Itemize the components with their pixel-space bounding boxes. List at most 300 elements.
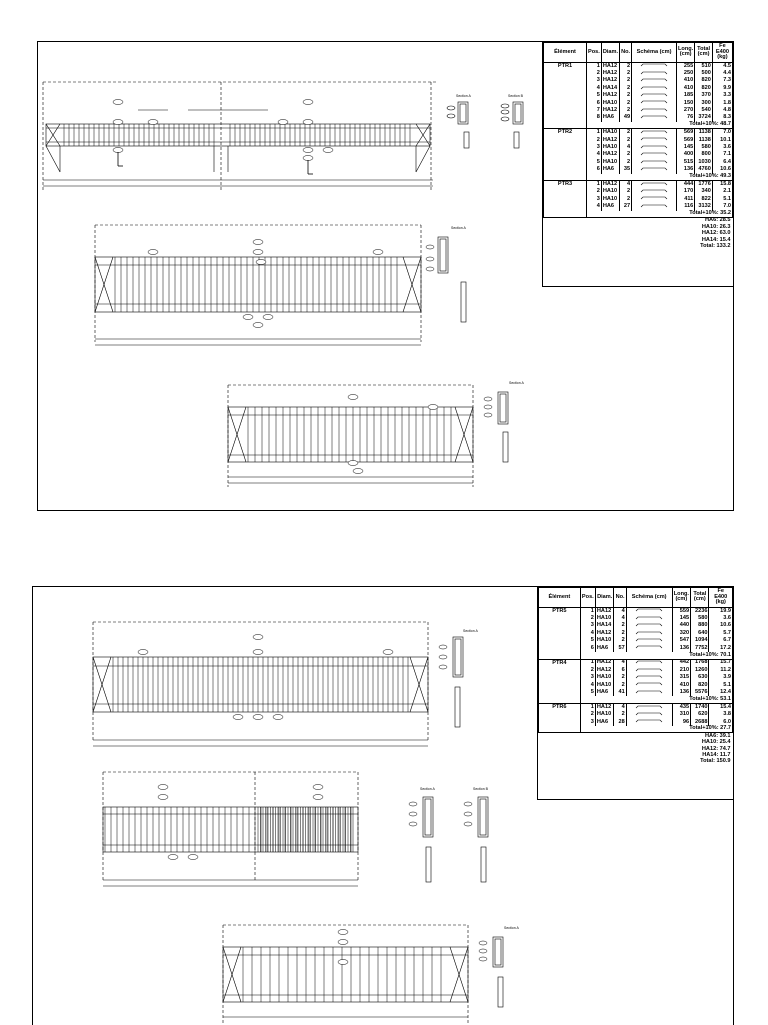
table-row — [544, 92, 733, 99]
schema-cell — [632, 137, 677, 144]
schema-cell — [632, 115, 677, 122]
kg-cell: 11.2 — [709, 667, 733, 674]
beam-drawing-ptr4 — [93, 752, 513, 897]
table-row — [544, 188, 733, 195]
bar-shape-icon — [640, 189, 668, 193]
element-cell — [539, 719, 581, 726]
no-cell: 2 — [620, 129, 632, 137]
total-cell: 822 — [695, 196, 713, 203]
summary-row — [544, 244, 733, 250]
schema-cell — [632, 62, 677, 70]
table-row — [539, 615, 733, 622]
long-cell: 444 — [677, 181, 695, 189]
element-cell — [539, 682, 581, 689]
long-cell: 255 — [677, 62, 695, 70]
summary-value: Total: 150.9 — [700, 758, 731, 765]
kg-cell: 2.1 — [712, 188, 732, 195]
kg-cell: 4.8 — [712, 107, 732, 114]
pos-cell: 4 — [587, 151, 602, 158]
bar-shape-icon — [640, 100, 668, 104]
group-total-row — [544, 122, 733, 129]
diam-cell: HA12 — [595, 703, 614, 711]
total-cell: 1260 — [691, 667, 709, 674]
schema-cell — [632, 107, 677, 114]
kg-cell: 3.8 — [709, 711, 733, 718]
total-cell: 580 — [691, 615, 709, 622]
element-cell — [544, 188, 587, 195]
col-kg: Fe E400 (kg) — [712, 43, 732, 63]
kg-cell: 3.6 — [712, 144, 732, 151]
table-row — [539, 711, 733, 718]
bar-shape-icon — [640, 108, 668, 112]
pos-cell: 5 — [587, 159, 602, 166]
long-cell: 145 — [672, 615, 691, 622]
long-cell: 210 — [672, 667, 691, 674]
schema-cell — [626, 623, 672, 630]
kg-cell: 5.7 — [709, 630, 733, 637]
long-cell: 569 — [677, 129, 695, 137]
table-row — [539, 674, 733, 681]
element-cell — [539, 645, 581, 652]
element-cell: PTR2 — [544, 129, 587, 137]
element-cell — [539, 696, 581, 703]
element-cell — [539, 667, 581, 674]
bar-shape-icon — [640, 152, 668, 156]
element-cell — [544, 85, 587, 92]
diam-cell: HA12 — [601, 62, 619, 70]
summary-value: HA10: 26.3 — [701, 223, 731, 230]
element-cell — [544, 115, 587, 122]
element-cell — [539, 689, 581, 696]
total-cell: 3724 — [695, 115, 713, 122]
schedule-table — [543, 42, 733, 250]
element-cell — [544, 144, 587, 151]
bar-shape-icon — [635, 608, 663, 612]
pos-cell: 2 — [580, 615, 595, 622]
diam-cell: HA12 — [601, 70, 619, 77]
summary-value: HA14: 11.7 — [702, 751, 731, 758]
long-cell: 136 — [672, 645, 691, 652]
pos-cell: 6 — [587, 100, 602, 107]
kg-cell: 9.9 — [712, 85, 732, 92]
pos-cell: 4 — [580, 630, 595, 637]
element-cell — [544, 92, 587, 99]
group-total: Total+10%: 35.2 — [587, 211, 733, 218]
long-cell: 410 — [672, 682, 691, 689]
total-cell: 820 — [691, 682, 709, 689]
diam-cell: HA10 — [601, 144, 619, 151]
bar-shape-icon — [635, 638, 663, 642]
kg-cell: 6.0 — [709, 719, 733, 726]
table-row — [544, 62, 733, 70]
pos-cell: 5 — [587, 92, 602, 99]
element-cell — [544, 174, 587, 181]
schema-cell — [626, 607, 672, 615]
col-kg: Fe E400 (kg) — [709, 588, 733, 608]
table-row — [544, 78, 733, 85]
long-cell: 170 — [677, 188, 695, 195]
summary-value: HA10: 25.4 — [701, 739, 731, 746]
kg-cell: 10.6 — [712, 166, 732, 173]
total-cell: 820 — [695, 78, 713, 85]
pos-cell: 4 — [587, 203, 602, 210]
section-a-label-6: Section A — [504, 926, 519, 930]
no-cell: 2 — [620, 62, 632, 70]
col-no: No. — [614, 588, 626, 608]
drawing-sheet-2 — [32, 586, 734, 1025]
schema-cell — [626, 615, 672, 622]
element-cell — [544, 196, 587, 203]
no-cell: 49 — [620, 115, 632, 122]
no-cell: 2 — [620, 70, 632, 77]
pos-cell: 2 — [580, 711, 595, 718]
bar-shape-icon — [635, 675, 663, 679]
diam-cell: HA10 — [601, 159, 619, 166]
section-a-label-2: Section A — [451, 226, 466, 230]
no-cell: 2 — [614, 674, 626, 681]
long-cell: 250 — [677, 70, 695, 77]
summary-value: Total: 133.2 — [700, 242, 731, 249]
diam-cell: HA12 — [595, 659, 614, 667]
no-cell: 2 — [614, 711, 626, 718]
summary-value: HA12: 63.0 — [701, 230, 731, 237]
diam-cell: HA12 — [601, 151, 619, 158]
element-cell: PTR4 — [539, 659, 581, 667]
no-cell: 2 — [614, 637, 626, 644]
total-cell: 800 — [695, 151, 713, 158]
no-cell: 4 — [620, 144, 632, 151]
beam-drawing-ptr6 — [213, 907, 553, 1025]
total-cell: 820 — [695, 85, 713, 92]
schema-cell — [632, 196, 677, 203]
element-cell: PTR6 — [539, 703, 581, 711]
group-total-row — [539, 726, 733, 733]
schema-cell — [626, 630, 672, 637]
kg-cell: 4.5 — [712, 62, 732, 70]
table-row — [539, 659, 733, 667]
group-total: Total+10%: 70.1 — [580, 652, 732, 659]
element-cell — [544, 166, 587, 173]
bar-shape-icon — [640, 71, 668, 75]
bar-shape-icon — [640, 63, 668, 67]
group-total-row — [539, 696, 733, 703]
element-cell — [539, 623, 581, 630]
pos-cell: 2 — [580, 667, 595, 674]
table-row — [544, 181, 733, 189]
no-cell: 4 — [614, 607, 626, 615]
bar-shape-icon — [640, 115, 668, 119]
bar-shape-icon — [635, 660, 663, 664]
pos-cell: 3 — [587, 144, 602, 151]
table-row — [544, 137, 733, 144]
schema-cell — [632, 151, 677, 158]
long-cell: 76 — [677, 115, 695, 122]
table-row — [544, 196, 733, 203]
schema-cell — [632, 144, 677, 151]
col-no: No. — [620, 43, 632, 63]
table-row — [544, 100, 733, 107]
diam-cell: HA6 — [601, 166, 619, 173]
table-row — [539, 682, 733, 689]
element-cell — [539, 615, 581, 622]
bar-shape-icon — [640, 93, 668, 97]
bar-shape-icon — [635, 719, 663, 723]
total-cell: 2688 — [691, 719, 709, 726]
element-cell — [539, 652, 581, 659]
long-cell: 411 — [677, 196, 695, 203]
table-row — [539, 667, 733, 674]
no-cell: 2 — [620, 188, 632, 195]
long-cell: 440 — [672, 623, 691, 630]
long-cell: 270 — [677, 107, 695, 114]
total-cell: 540 — [695, 107, 713, 114]
diam-cell: HA14 — [601, 85, 619, 92]
schema-cell — [626, 637, 672, 644]
diam-cell: HA6 — [595, 645, 614, 652]
no-cell: 27 — [620, 203, 632, 210]
bar-shape-icon — [635, 712, 663, 716]
long-cell: 410 — [677, 85, 695, 92]
long-cell: 145 — [677, 144, 695, 151]
summary-row — [539, 759, 733, 765]
diam-cell: HA12 — [601, 181, 619, 189]
diam-cell: HA10 — [601, 129, 619, 137]
pos-cell: 6 — [580, 645, 595, 652]
kg-cell: 15.8 — [712, 181, 732, 189]
col-schema: Schéma (cm) — [632, 43, 677, 63]
section-a-label-3: Section A — [509, 381, 524, 385]
pos-cell: 7 — [587, 107, 602, 114]
element-cell — [544, 100, 587, 107]
pos-cell: 1 — [587, 129, 602, 137]
total-cell: 1740 — [691, 703, 709, 711]
kg-cell: 15.4 — [709, 703, 733, 711]
bar-shape-icon — [640, 130, 668, 134]
element-cell — [544, 203, 587, 210]
kg-cell: 10.1 — [712, 137, 732, 144]
diam-cell: HA12 — [601, 107, 619, 114]
schema-cell — [632, 85, 677, 92]
pos-cell: 1 — [580, 607, 595, 615]
total-cell: 3132 — [695, 203, 713, 210]
kg-cell: 6.4 — [712, 159, 732, 166]
kg-cell: 17.2 — [709, 645, 733, 652]
no-cell: 4 — [614, 615, 626, 622]
bar-shape-icon — [635, 645, 663, 649]
total-cell: 620 — [691, 711, 709, 718]
table-row — [539, 623, 733, 630]
element-cell — [539, 726, 581, 733]
long-cell: 136 — [677, 166, 695, 173]
element-cell: PTR3 — [544, 181, 587, 189]
kg-cell: 7.1 — [712, 151, 732, 158]
kg-cell: 19.9 — [709, 607, 733, 615]
table-row — [544, 107, 733, 114]
total-cell: 1094 — [691, 637, 709, 644]
kg-cell: 7.0 — [712, 203, 732, 210]
element-cell — [539, 630, 581, 637]
pos-cell: 2 — [587, 70, 602, 77]
long-cell: 442 — [672, 659, 691, 667]
pos-cell: 1 — [587, 181, 602, 189]
bar-shape-icon — [635, 690, 663, 694]
no-cell: 57 — [614, 645, 626, 652]
kg-cell: 6.7 — [709, 637, 733, 644]
bar-shape-icon — [635, 668, 663, 672]
schema-cell — [632, 78, 677, 85]
rebar-schedule-table-2 — [537, 587, 733, 800]
schema-cell — [626, 703, 672, 711]
schema-cell — [632, 166, 677, 173]
schema-cell — [632, 203, 677, 210]
no-cell: 2 — [620, 151, 632, 158]
bar-shape-icon — [635, 682, 663, 686]
pos-cell: 2 — [587, 137, 602, 144]
total-cell: 1138 — [695, 137, 713, 144]
group-total: Total+10%: 27.7 — [580, 726, 732, 733]
schema-cell — [632, 70, 677, 77]
rebar-schedule-table-1 — [542, 42, 733, 287]
element-cell — [544, 70, 587, 77]
total-cell: 640 — [691, 630, 709, 637]
bar-shape-icon — [640, 86, 668, 90]
diam-cell: HA10 — [601, 100, 619, 107]
col-long: Long. (cm) — [672, 588, 691, 608]
bar-shape-icon — [640, 196, 668, 200]
beam-drawing-ptr3 — [218, 367, 538, 502]
total-cell: 1030 — [695, 159, 713, 166]
element-cell — [544, 107, 587, 114]
schema-cell — [632, 181, 677, 189]
no-cell: 35 — [620, 166, 632, 173]
no-cell: 2 — [614, 630, 626, 637]
bar-shape-icon — [635, 616, 663, 620]
drawing-sheet-1 — [37, 41, 734, 511]
long-cell: 569 — [677, 137, 695, 144]
kg-cell: 7.3 — [712, 78, 732, 85]
kg-cell: 3.3 — [712, 92, 732, 99]
no-cell: 4 — [614, 659, 626, 667]
col-diam: Diam. — [595, 588, 614, 608]
total-cell: 300 — [695, 100, 713, 107]
no-cell: 4 — [614, 703, 626, 711]
group-total: Total+10%: 49.3 — [587, 174, 733, 181]
schema-cell — [632, 188, 677, 195]
bar-shape-icon — [640, 182, 668, 186]
col-schema: Schéma (cm) — [626, 588, 672, 608]
col-pos: Pos. — [587, 43, 602, 63]
diam-cell: HA10 — [595, 711, 614, 718]
pos-cell: 1 — [580, 703, 595, 711]
kg-cell: 3.9 — [709, 674, 733, 681]
element-cell — [544, 122, 587, 129]
total-cell: 580 — [695, 144, 713, 151]
total-cell: 7752 — [691, 645, 709, 652]
table-row — [544, 70, 733, 77]
diam-cell: HA10 — [601, 196, 619, 203]
long-cell: 185 — [677, 92, 695, 99]
schema-cell — [632, 92, 677, 99]
beam-drawing-ptr2 — [83, 207, 503, 352]
pos-cell: 4 — [580, 682, 595, 689]
long-cell: 400 — [677, 151, 695, 158]
kg-cell: 5.1 — [709, 682, 733, 689]
schema-cell — [632, 100, 677, 107]
no-cell: 2 — [614, 623, 626, 630]
col-diam: Diam. — [601, 43, 619, 63]
col-element: Élément — [539, 588, 581, 608]
table-row — [544, 129, 733, 137]
long-cell: 435 — [672, 703, 691, 711]
diam-cell: HA12 — [601, 137, 619, 144]
total-cell: 370 — [695, 92, 713, 99]
diam-cell: HA10 — [595, 615, 614, 622]
beam-drawing-ptr1 — [38, 62, 538, 212]
schedule-table — [538, 587, 733, 765]
bar-shape-icon — [640, 137, 668, 141]
long-cell: 136 — [672, 689, 691, 696]
pos-cell: 4 — [587, 85, 602, 92]
no-cell: 2 — [620, 92, 632, 99]
section-a-label: Section A — [456, 94, 471, 98]
diam-cell: HA12 — [595, 607, 614, 615]
total-cell: 1776 — [695, 181, 713, 189]
long-cell: 150 — [677, 100, 695, 107]
schema-cell — [626, 719, 672, 726]
element-cell: PTR5 — [539, 607, 581, 615]
summary-value: HA6: 39.1 — [705, 732, 731, 739]
kg-cell: 8.3 — [712, 115, 732, 122]
group-total: Total+10%: 53.1 — [580, 696, 732, 703]
no-cell: 41 — [614, 689, 626, 696]
diam-cell: HA12 — [595, 667, 614, 674]
element-cell — [544, 151, 587, 158]
schema-cell — [632, 129, 677, 137]
no-cell: 2 — [620, 107, 632, 114]
col-pos: Pos. — [580, 588, 595, 608]
kg-cell: 1.8 — [712, 100, 732, 107]
group-total-row — [544, 174, 733, 181]
no-cell: 2 — [620, 78, 632, 85]
total-cell: 340 — [695, 188, 713, 195]
no-cell: 2 — [620, 85, 632, 92]
schema-cell — [632, 159, 677, 166]
pos-cell: 2 — [587, 188, 602, 195]
table-row — [539, 637, 733, 644]
diam-cell: HA10 — [595, 637, 614, 644]
element-cell — [544, 159, 587, 166]
kg-cell: 15.7 — [709, 659, 733, 667]
element-cell — [544, 78, 587, 85]
total-cell: 5576 — [691, 689, 709, 696]
schema-cell — [626, 667, 672, 674]
beam-drawing-ptr5 — [83, 602, 553, 752]
diam-cell: HA10 — [595, 682, 614, 689]
bar-shape-icon — [640, 160, 668, 164]
section-a-label-4: Section A — [463, 629, 478, 633]
no-cell: 2 — [614, 682, 626, 689]
no-cell: 28 — [614, 719, 626, 726]
pos-cell: 3 — [580, 674, 595, 681]
pos-cell: 5 — [580, 689, 595, 696]
no-cell: 2 — [620, 100, 632, 107]
pos-cell: 3 — [587, 78, 602, 85]
no-cell: 6 — [614, 667, 626, 674]
table-row — [544, 159, 733, 166]
total-cell: 880 — [691, 623, 709, 630]
schema-cell — [626, 689, 672, 696]
table-row — [544, 151, 733, 158]
